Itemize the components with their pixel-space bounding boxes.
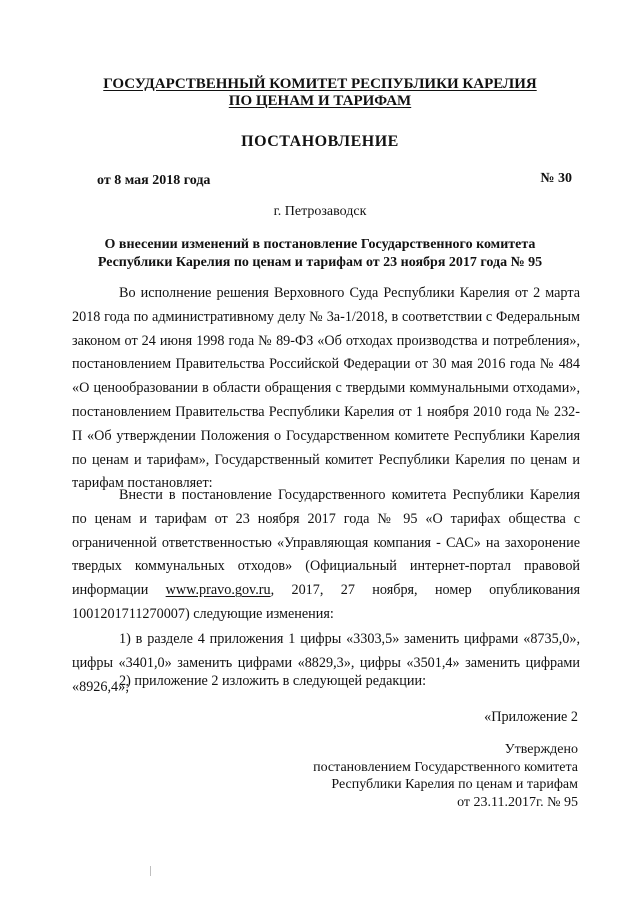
paragraph-text: 1) в разделе 4 приложения 1 цифры «3303,5» заменить цифрами «8735,0», цифры «3401,0» заменить цифрами «8829,3», цифры «3501,4» заменить цифрами «8926,4»; <box>72 631 580 695</box>
approval-block <box>313 741 578 811</box>
document-type-title: ПОСТАНОВЛЕНИЕ <box>241 133 399 150</box>
body-paragraph-item-2 <box>72 670 580 694</box>
appendix-reference: «Приложение 2 <box>484 709 578 725</box>
paragraph-text-part: Внести в постановление Государственного комитета Республики Карелия по ценам и тарифам от 23 ноября 2017 года № 95 «О тарифах общества с ограниченной ответственностью «Управляющая компания - САС» на захоронение твердых коммунальных отходов» (Официальный интернет-портал правовой информации <box>72 487 580 599</box>
committee-name <box>0 76 640 110</box>
subject-line2: Республики Карелия по ценам и тарифам от 23 ноября 2017 года № 95 <box>97 255 543 270</box>
approval-line: постановлением Государственного комитета <box>313 759 578 775</box>
document-subject <box>0 236 640 272</box>
approval-heading: Утверждено <box>504 742 578 757</box>
body-paragraph-amendment <box>72 484 580 627</box>
committee-name-line2: ПО ЦЕНАМ И ТАРИФАМ <box>228 93 412 109</box>
approval-line: Республики Карелия по ценам и тарифам <box>331 777 578 792</box>
document-number: № 30 <box>540 171 572 186</box>
paragraph-text: 2) приложение 2 изложить в следующей редакции: <box>119 673 427 689</box>
committee-name-line1: ГОСУДАРСТВЕННЫЙ КОМИТЕТ РЕСПУБЛИКИ КАРЕЛИЯ <box>103 76 537 92</box>
paragraph-text <box>72 484 580 627</box>
approval-line: от 23.11.2017г. № 95 <box>457 794 578 810</box>
paragraph-text: Во исполнение решения Верховного Суда Республики Карелия от 2 марта 2018 года по административному делу № 3а-1/2018, в соответствии с Федеральным законом от 24 июня 1998 года № 89-ФЗ «Об отходах производства и потребления», постановлением Правительства Российской Федерации от 30 мая 2016 года № 484 «О ценообразовании в области обращения с твердыми коммунальными отходами», постановлением Правительства Республики Карелия от 1 ноября 2010 года № 232-П «Об утверждении Положения о Государственном комитете Республики Карелия по ценам и тарифам», Государственный комитет Республики Карелия по ценам и тарифам постановляет: <box>72 285 580 492</box>
pravo-gov-link[interactable]: www.pravo.gov.ru <box>165 582 271 599</box>
body-paragraph-preamble <box>72 282 580 496</box>
document-city: г. Петрозаводск <box>273 204 367 219</box>
document-date: от 8 мая 2018 года <box>97 173 211 188</box>
paragraph-text-part: , 2017, 27 ноября, номер опубликования 1001201711270007) следующие изменения: <box>72 582 580 622</box>
subject-line1: О внесении изменений в постановление Государственного комитета <box>104 237 536 252</box>
scan-mark <box>150 866 151 876</box>
